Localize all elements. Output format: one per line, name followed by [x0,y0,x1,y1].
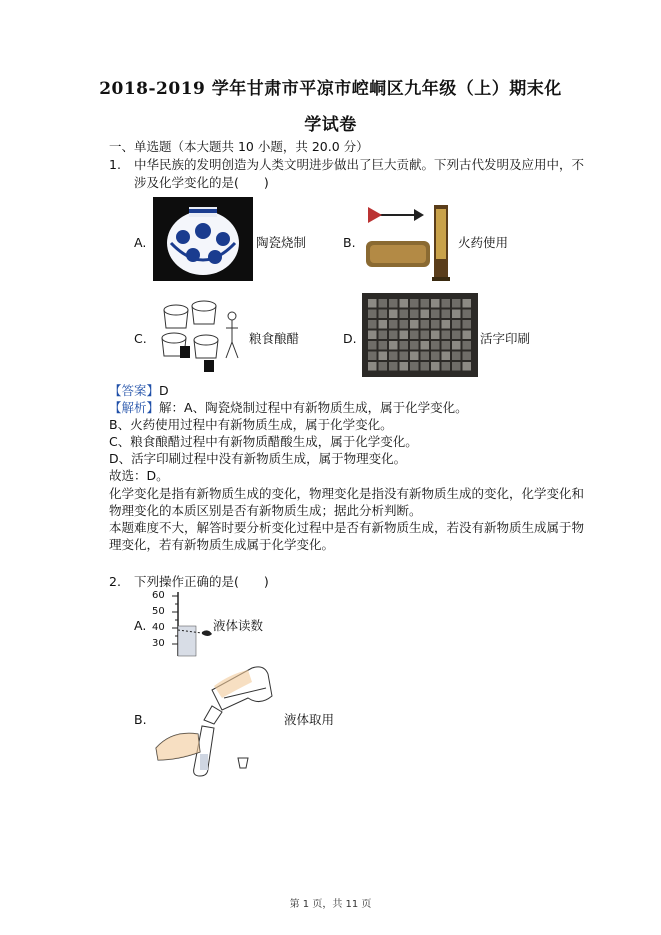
type-block [452,341,461,350]
q2-stem: 下列操作正确的是( ) [134,574,269,589]
type-block [400,310,409,319]
type-block [463,331,472,340]
type-block [452,310,461,319]
vinegar-brewing-image [154,292,246,374]
analysis-line: B、火药使用过程中有新物质生成，属于化学变化。 [109,417,393,432]
type-block [431,362,440,371]
type-block [421,299,430,308]
type-block [379,331,388,340]
q2-number: 2. [109,574,121,589]
type-block [463,299,472,308]
type-block [368,299,377,308]
type-block [463,362,472,371]
type-block [421,320,430,329]
type-block [400,320,409,329]
type-block [442,352,451,361]
analysis-line: 解：A、陶瓷烧制过程中有新物质生成，属于化学变化。 [159,400,468,415]
type-block [400,299,409,308]
type-block [442,320,451,329]
exam-title-line1: 2018-2019 学年甘肃市平凉市崆峒区九年级（上）期末化 [99,79,562,99]
type-block [442,362,451,371]
type-block [389,299,398,308]
q1-option-b-letter: B. [343,235,356,250]
type-block [389,320,398,329]
type-block [379,310,388,319]
cylinder-tick-label: 40 [152,622,165,633]
type-block [421,310,430,319]
section-header: 一、单选题（本大题共 10 小题，共 20.0 分） [109,139,369,154]
type-block [410,331,419,340]
type-block [410,362,419,371]
type-block [379,352,388,361]
type-block [389,341,398,350]
type-block [463,341,472,350]
analysis-label: 【解析】 [109,400,160,415]
page-footer: 第 1 页，共 11 页 [289,899,372,910]
cylinder-tick-label: 30 [152,638,165,649]
q1-option-c-caption: 粮食酿醋 [249,331,300,346]
answer-value: D [159,383,169,398]
q1-stem-line2: 涉及化学变化的是( ) [134,175,269,190]
q2-option-a-letter: A. [134,618,147,633]
q2-option-b-letter: B. [134,712,147,727]
type-block [410,299,419,308]
type-block [368,331,377,340]
type-block [442,310,451,319]
graduated-cylinder-image [152,590,214,658]
gunpowder-rocket-image [362,201,458,285]
q1-option-b-caption: 火药使用 [458,235,509,250]
type-block [421,352,430,361]
q1-option-a-letter: A. [134,235,147,250]
type-block [410,352,419,361]
type-block [463,310,472,319]
type-block [410,341,419,350]
type-block [389,310,398,319]
type-block [368,352,377,361]
type-block [431,352,440,361]
type-block [410,320,419,329]
porcelain-vase-image [153,197,253,281]
exam-title-line2: 学试卷 [304,115,357,135]
type-block [368,362,377,371]
analysis-line: 本题难度不大，解答时要分析变化过程中是否有新物质生成，若没有新物质生成属于物 [109,520,585,535]
type-block [379,341,388,350]
type-block [389,352,398,361]
type-block [400,331,409,340]
movable-type-image [362,293,478,377]
type-block [463,320,472,329]
type-block [379,362,388,371]
q1-stem-line1: 中华民族的发明创造为人类文明进步做出了巨大贡献。下列古代发明及应用中，不 [134,157,585,172]
type-block [431,310,440,319]
type-block [452,352,461,361]
analysis-line: 化学变化是指有新物质生成的变化，物理变化是指没有新物质生成的变化，化学变化和 [109,486,585,501]
type-block [379,299,388,308]
q1-number: 1. [109,157,121,172]
type-block [410,310,419,319]
type-block [421,331,430,340]
type-block [452,362,461,371]
type-block [400,362,409,371]
type-block [379,320,388,329]
type-block [389,362,398,371]
analysis-line: C、粮食酿醋过程中有新物质醋酸生成，属于化学变化。 [109,434,418,449]
q1-option-d-letter: D. [343,331,357,346]
type-block [463,352,472,361]
type-block [389,331,398,340]
type-block [421,362,430,371]
analysis-line: 故选：D。 [109,468,169,483]
q2-option-b-caption: 液体取用 [284,712,335,727]
q1-option-c-letter: C. [134,331,147,346]
type-block [431,320,440,329]
type-block [368,320,377,329]
type-block [421,341,430,350]
type-block [368,341,377,350]
type-block [400,341,409,350]
analysis-line: D、活字印刷过程中没有新物质生成，属于物理变化。 [109,451,407,466]
q1-option-a-caption: 陶瓷烧制 [256,235,307,250]
type-block [431,299,440,308]
type-block [452,299,461,308]
cylinder-tick-label: 60 [152,590,165,601]
type-block [442,341,451,350]
analysis-line: 理变化，若有新物质生成属于化学变化。 [109,537,335,552]
q1-option-d-caption: 活字印刷 [480,331,531,346]
type-block [452,331,461,340]
cylinder-tick-label: 50 [152,606,165,617]
liquid-pouring-image [152,660,274,778]
answer-label: 【答案】 [109,383,160,398]
type-block [431,331,440,340]
q2-option-a-caption: 液体读数 [213,618,264,633]
analysis-line: 物理变化的本质区别是否有新物质生成；据此分析判断。 [109,503,422,518]
type-block [400,352,409,361]
type-block [452,320,461,329]
type-block [431,341,440,350]
type-block [442,299,451,308]
type-block [368,310,377,319]
type-block [442,331,451,340]
